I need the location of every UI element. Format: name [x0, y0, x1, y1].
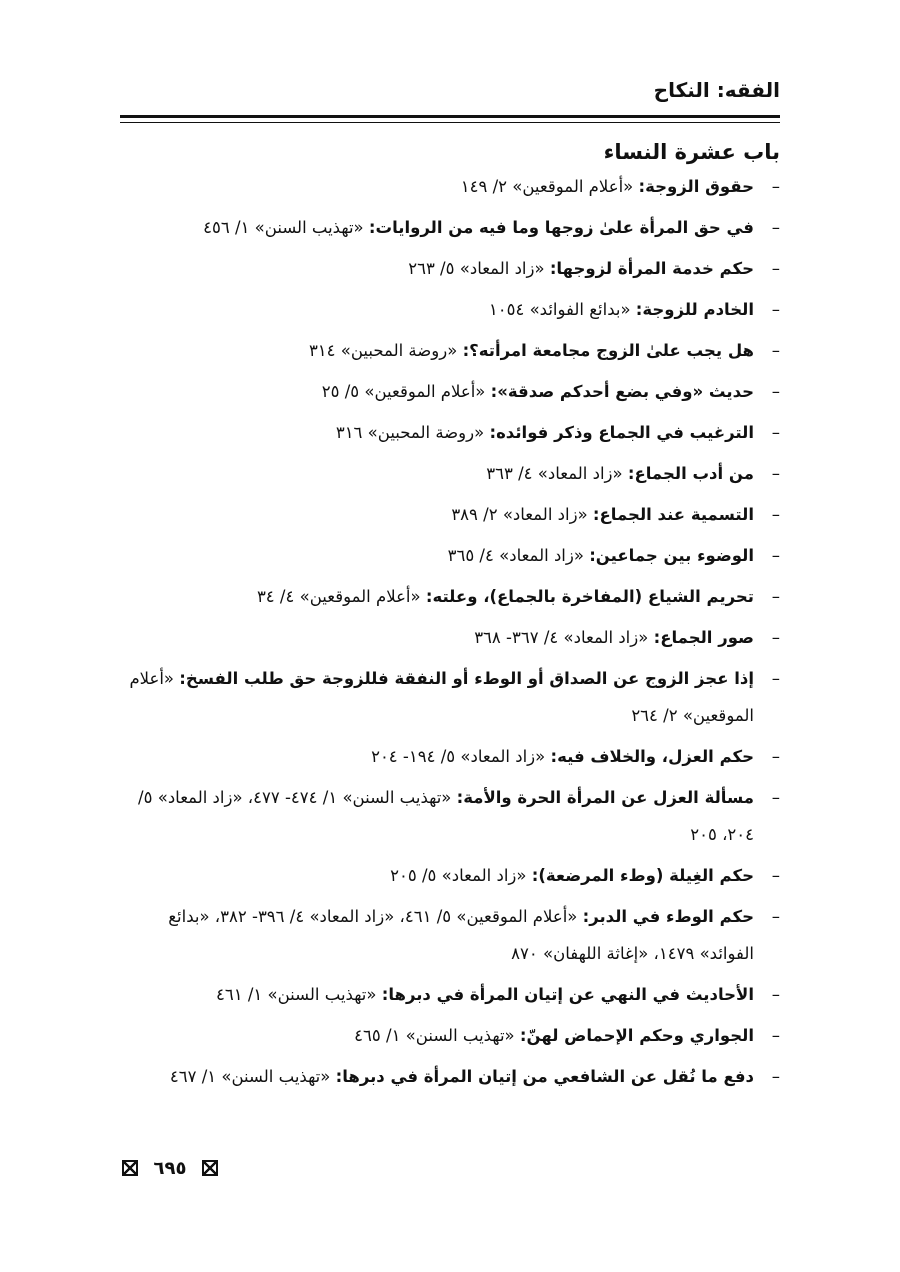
index-entry — [120, 1056, 780, 1097]
entry-reference: «تهذيب السنن» ١/ ٤٦٧ — [169, 1067, 331, 1086]
entry-reference: «زاد المعاد» ٥/ ٢٠٥ — [390, 866, 527, 885]
index-entry — [120, 494, 780, 535]
entry-reference: «أعلام الموقعين» ٢/ ١٤٩ — [460, 177, 634, 196]
entry-topic: مسألة العزل عن المرأة الحرة والأمة: — [456, 788, 754, 807]
index-entry — [120, 207, 780, 248]
entry-reference: «تهذيب السنن» ١/ ٤٥٦ — [203, 218, 364, 237]
entry-reference: «زاد المعاد» ٥/ ١٩٤- ٢٠٤ — [371, 747, 546, 766]
index-entry — [120, 330, 780, 371]
page-footer — [122, 1155, 218, 1181]
entry-topic: هل يجب علىٰ الزوج مجامعة امرأته؟: — [462, 341, 754, 360]
entry-reference: «أعلام الموقعين» ٥/ ٤٦١، «زاد المعاد» ٤/ ٣٩٦- ٣٨٢، «بدائع الفوائد» ١٤٧٩، «إغاثة اللهفان» ٨٧٠ — [168, 907, 754, 963]
index-entry — [120, 855, 780, 896]
entry-topic: الترغيب في الجماع وذكر فوائده: — [489, 423, 754, 442]
page-number: ٦٩٥ — [153, 1157, 187, 1179]
index-entry — [120, 1015, 780, 1056]
entry-reference: «تهذيب السنن» ١/ ٤٧٤- ٤٧٧، «زاد المعاد» ٥/ ٢٠٤، ٢٠٥ — [138, 788, 754, 844]
section-title: باب عشرة النساء — [603, 140, 780, 164]
entry-reference: «أعلام الموقعين» ٥/ ٢٥ — [321, 382, 486, 401]
entry-reference: «زاد المعاد» ٤/ ٣٦٣ — [486, 464, 623, 483]
entry-topic: حكم الغِيلة (وطء المرضعة): — [531, 866, 754, 885]
index-entry — [120, 617, 780, 658]
header-rule-thin — [120, 122, 780, 123]
entry-topic: الأحاديث في النهي عن إتيان المرأة في دبرها: — [381, 985, 754, 1004]
entry-reference: «زاد المعاد» ٤/ ٣٦٥ — [447, 546, 584, 565]
entry-reference: «أعلام الموقعين» ٤/ ٣٤ — [256, 587, 421, 606]
index-entry — [120, 898, 780, 972]
entry-topic: صور الجماع: — [653, 628, 754, 647]
entry-topic: من أدب الجماع: — [627, 464, 754, 483]
entry-topic: في حق المرأة علىٰ زوجها وما فيه من الروايات: — [368, 218, 754, 237]
entry-reference: «زاد المعاد» ٢/ ٣٨٩ — [451, 505, 588, 524]
index-entry — [120, 736, 780, 777]
index-entry — [120, 974, 780, 1015]
entry-reference: «بدائع الفوائد» ١٠٥٤ — [488, 300, 631, 319]
entry-reference: «روضة المحبين» ٣١٤ — [308, 341, 458, 360]
index-entry — [120, 166, 780, 207]
index-entry — [120, 779, 780, 853]
entry-topic: إذا عجز الزوج عن الصداق أو الوطء أو النفقة فللزوجة حق طلب الفسخ: — [179, 669, 754, 688]
entry-topic: تحريم الشياع (المفاخرة بالجماع)، وعلته: — [425, 587, 754, 606]
entry-topic: حكم العزل، والخلاف فيه: — [550, 747, 754, 766]
index-entry — [120, 289, 780, 330]
running-header-title: الفقه: النكاح — [653, 78, 780, 102]
entry-topic: الوضوء بين جماعين: — [589, 546, 754, 565]
square-ornament-icon — [122, 1160, 138, 1176]
entry-topic: الخادم للزوجة: — [635, 300, 754, 319]
entry-topic: دفع ما نُقل عن الشافعي من إتيان المرأة في دبرها: — [335, 1067, 754, 1086]
entry-reference: «تهذيب السنن» ١/ ٤٦١ — [216, 985, 377, 1004]
entry-reference: «زاد المعاد» ٥/ ٢٦٣ — [408, 259, 545, 278]
entry-topic: التسمية عند الجماع: — [592, 505, 754, 524]
entry-reference: «تهذيب السنن» ١/ ٤٦٥ — [354, 1026, 515, 1045]
index-entry — [120, 535, 780, 576]
entry-topic: الجواري وحكم الإحماض لهنّ: — [519, 1026, 754, 1045]
index-entry — [120, 412, 780, 453]
index-entry — [120, 576, 780, 617]
index-entry — [120, 248, 780, 289]
entry-topic: حديث «وفي بضع أحدكم صدقة»: — [490, 382, 754, 401]
entry-topic: حكم الوطء في الدبر: — [582, 907, 754, 926]
entry-topic: حقوق الزوجة: — [638, 177, 754, 196]
entry-topic: حكم خدمة المرأة لزوجها: — [549, 259, 754, 278]
index-entry — [120, 660, 780, 734]
square-ornament-icon — [202, 1160, 218, 1176]
entry-reference: «زاد المعاد» ٤/ ٣٦٧- ٣٦٨ — [474, 628, 649, 647]
entry-reference: «أعلام الموقعين» ٢/ ٢٦٤ — [129, 669, 754, 725]
index-entry — [120, 453, 780, 494]
index-entry — [120, 371, 780, 412]
entry-reference: «روضة المحبين» ٣١٦ — [335, 423, 485, 442]
index-entries-list — [120, 166, 780, 1097]
header-rule-thick — [120, 115, 780, 118]
